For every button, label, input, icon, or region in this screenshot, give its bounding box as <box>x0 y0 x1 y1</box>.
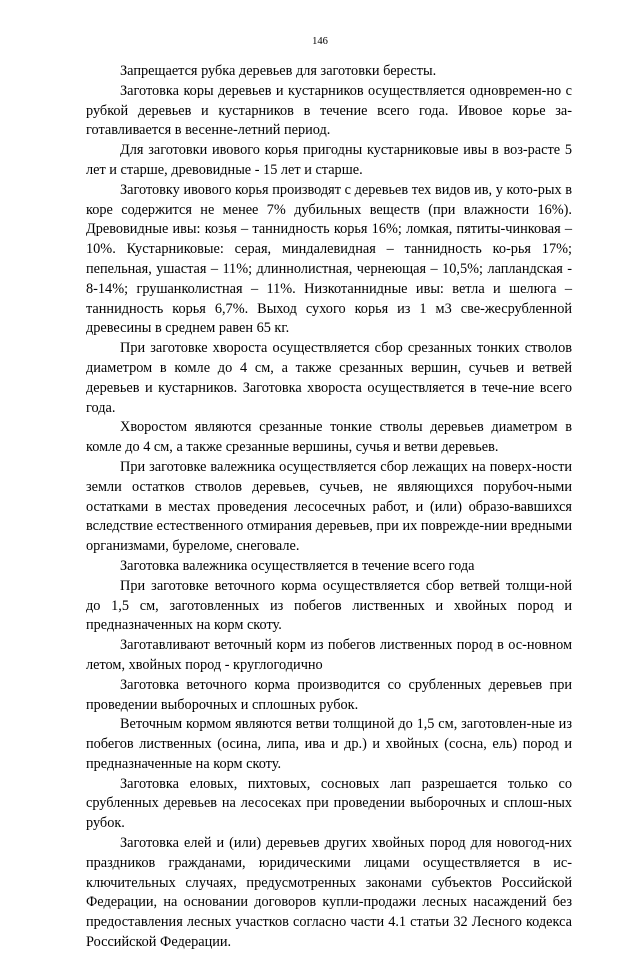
paragraph: Заготовка коры деревьев и кустарников осуществляется одновремен-но с рубкой деревьев и кустарников в течение всего года. Ивовое корье за-готавливается в весенне-летний период. <box>86 82 572 139</box>
paragraph: Заготавливают веточный корм из побегов лиственных пород в ос-новном летом, хвойных пород - круглогодично <box>86 637 572 673</box>
paragraph: Веточным кормом являются ветви толщиной до 1,5 см, заготовлен-ные из побегов лиственных (осина, липа, ива и др.) и хвойных (сосна, ель) пород и предназначенные на корм скоту. <box>86 716 572 772</box>
paragraph: Заготовка еловых, пихтовых, сосновых лап разрешается только со срубленных деревьев на лесосеках при проведении выборочных и сплош-ных рубок. <box>86 775 572 832</box>
paragraph: Заготовка елей и (или) деревьев других хвойных пород для новогод-них праздников гражданами, юридическими лицами осуществляется в ис-ключительных случаях, предусмотренных законами субъектов Российской Федерации, на основании договоров купли-продажи лесных насаждений без предоставления лесных участков согласно части 4.1 статьи 32 Лесного кодекса Российской Федерации. <box>86 835 572 951</box>
paragraph: При заготовке хвороста осуществляется сбор срезанных тонких стволов диаметром в комле до 4 см, а также срезанных вершин, сучьев и ветвей деревьев и кустарников. Заготовка хвороста осуществляется в тече-ние всего года. <box>86 340 572 416</box>
paragraph: При заготовке валежника осуществляется сбор лежащих на поверх-ности земли остатков стволов деревьев, сучьев, не являющихся порубоч-ными остатками в местах проведения лесосечных работ, и (или) образо-вавшихся вследствие естественного отмирания деревьев, при их поврежде-нии вредными организмами, буреломе, снеговале. <box>86 458 572 555</box>
paragraph: Запрещается рубка деревьев для заготовки бересты. <box>120 63 437 79</box>
paragraph: Заготовка валежника осуществляется в течение всего года <box>120 557 475 574</box>
body-text <box>86 62 572 953</box>
paragraph: Хворостом являются срезанные тонкие стволы деревьев диаметром в комле до 4 см, а также срезанные вершины, сучья и ветви деревьев. <box>86 419 572 456</box>
paragraph: При заготовке веточного корма осуществляется сбор ветвей толщи-ной до 1,5 см, заготовленных из побегов лиственных и хвойных пород и предназначенных на корм скоту. <box>86 577 572 634</box>
paragraph: Заготовку ивового корья производят с деревьев тех видов ив, у кото-рых в коре содержится не менее 7% дубильных веществ (при влажности 16%). Древовидные ивы: козья – таннидность корья 16%; ломкая, пятиты-чинковая – 10%. Кустарниковые: серая, миндалевидная – таннидность ко-рья 17%; пепельная, ушастая – 11%; длиннолистная, чернеющая – 10,5%; лапландская - 8-14%; грушанколистная – 11%. Низкотаннидные ивы: ветла и шелюга – таннидность корья 6,7%. Выход сухого корья из 1 м3 све-жесрубленной древесины в среднем равен 65 кг. <box>86 181 572 337</box>
page-number: 146 <box>312 36 328 47</box>
paragraph: Заготовка веточного корма производится со срубленных деревьев при проведении выборочных и сплошных рубок. <box>86 676 572 713</box>
paragraph: Для заготовки ивового корья пригодны кустарниковые ивы в воз-расте 5 лет и старше, древовидные - 15 лет и старше. <box>86 142 572 178</box>
